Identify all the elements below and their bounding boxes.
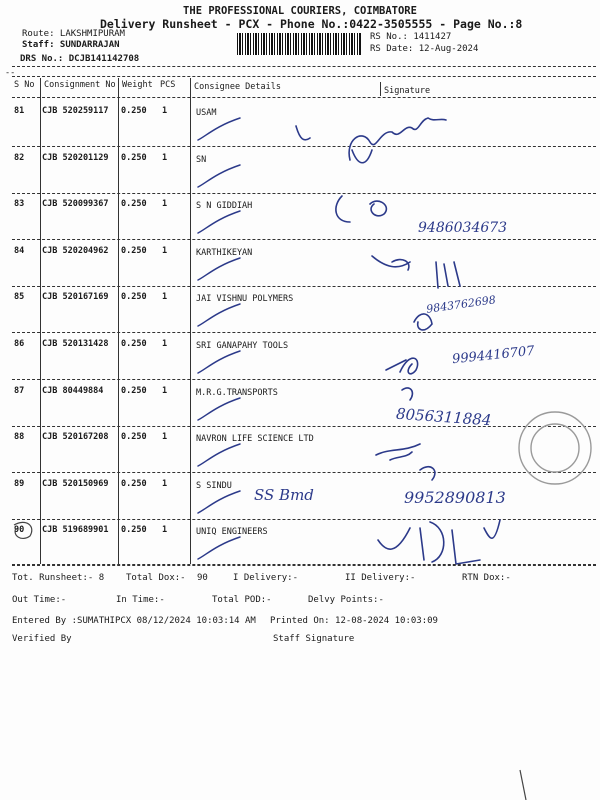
col-sno: S No (14, 80, 35, 90)
table-row (0, 240, 600, 287)
table-row (0, 100, 600, 147)
staff-label: Staff: SUNDARRAJAN (22, 40, 120, 50)
delivered-tick-mark (196, 347, 244, 377)
row-weight: 0.250 (121, 106, 147, 116)
footer-divider (12, 564, 596, 565)
verified-by: Verified By (12, 634, 72, 644)
drs-number: DRS No.: DCJB141142708 (20, 54, 140, 64)
handwritten-phone-86: 9994416707 (451, 343, 536, 368)
row-weight: 0.250 (121, 199, 147, 209)
row-sno: 85 (14, 292, 25, 302)
row-weight: 0.250 (121, 153, 147, 163)
row-consignee: SRI GANAPAHY TOOLS (196, 341, 289, 351)
total-dox-value: 90 (197, 573, 208, 583)
row-consignment-no: CJB 520099367 (42, 199, 109, 209)
row-consignee: USAM (196, 108, 217, 118)
row-sno: 86 (14, 339, 25, 349)
row-consignee: KARTHIKEYAN (196, 248, 253, 258)
row-consignment-no: CJB 520131428 (42, 339, 109, 349)
table-row (0, 147, 600, 194)
col-pcs: PCS (160, 80, 176, 90)
row-consignee: M.R.G.TRANSPORTS (196, 388, 278, 398)
row-pcs: 1 (162, 246, 168, 256)
header-divider (12, 76, 596, 77)
row-pcs: 1 (162, 292, 168, 302)
delivered-tick-mark (196, 254, 244, 284)
row-sno: 83 (14, 199, 25, 209)
row-sno: 82 (14, 153, 25, 163)
row-sno: 90 (14, 525, 25, 535)
row-pcs: 1 (162, 153, 168, 163)
runsheet-title: Delivery Runsheet - PCX - Phone No.:0422-3505555 - Page No.:8 (100, 17, 523, 31)
row-weight: 0.250 (121, 246, 147, 256)
row-consignment-no: CJB 520204962 (42, 246, 109, 256)
handwritten-phone-89: 9952890813 (404, 488, 506, 507)
handwritten-phone-85: 9843762698 (425, 293, 497, 316)
total-pod: Total POD:- (212, 595, 272, 605)
row-weight: 0.250 (121, 339, 147, 349)
rtn-dox: RTN Dox:- (462, 573, 511, 583)
table-row (0, 380, 600, 427)
row-weight: 0.250 (121, 525, 147, 535)
i-delivery: I Delivery:- (233, 573, 299, 583)
row-pcs: 1 (162, 106, 168, 116)
row-sno: 84 (14, 246, 25, 256)
row-consignee: S SINDU (196, 481, 232, 491)
delivered-tick-mark (196, 394, 244, 424)
row-weight: 0.250 (121, 386, 147, 396)
row-sno: 87 (14, 386, 25, 396)
delivered-tick-mark (196, 487, 244, 517)
row-pcs: 1 (162, 479, 168, 489)
route-label: Route: LAKSHMIPURAM (22, 29, 125, 39)
table-row (0, 426, 600, 473)
barcode (237, 33, 361, 55)
staff-signature: Staff Signature (273, 634, 355, 644)
delivered-tick-mark (196, 161, 244, 191)
handwritten-phone-83: 9486034673 (418, 220, 508, 236)
col-consignment: Consignment No (44, 80, 116, 90)
company-title: THE PROFESSIONAL COURIERS, COIMBATORE (183, 5, 417, 17)
row-weight: 0.250 (121, 292, 147, 302)
handwritten-name-89: SS Bmd (254, 486, 314, 504)
row-consignment-no: CJB 520167208 (42, 432, 109, 442)
delivered-tick-mark (196, 440, 244, 470)
printed-on: Printed On: 12-08-2024 10:03:09 (270, 616, 438, 626)
delivered-tick-mark (196, 207, 244, 237)
delivered-tick-mark (196, 300, 244, 330)
row-consignee: UNIQ ENGINEERS (196, 527, 268, 537)
row-sno: 88 (14, 432, 25, 442)
row-weight: 0.250 (121, 479, 147, 489)
row-consignment-no: CJB 519689901 (42, 525, 109, 535)
ii-delivery: II Delivery:- (345, 573, 416, 583)
header-divider-top (12, 66, 596, 67)
tot-runsheet: Tot. Runsheet:- 8 (12, 573, 105, 583)
row-pcs: 1 (162, 199, 168, 209)
row-consignment-no: CJB 520150969 (42, 479, 109, 489)
dash-marker: -- (5, 68, 16, 78)
row-weight: 0.250 (121, 432, 147, 442)
row-consignee: NAVRON LIFE SCIENCE LTD (196, 434, 314, 444)
table-row (0, 286, 600, 333)
row-consignment-no: CJB 520167169 (42, 292, 109, 302)
rs-date: RS Date: 12-Aug-2024 (370, 44, 479, 54)
col-consignee: Consignee Details (194, 82, 281, 92)
row-consignee: JAI VISHNU POLYMERS (196, 294, 294, 304)
header-divider-bottom (12, 97, 596, 98)
row-sno: 89 (14, 479, 25, 489)
col-signature: Signature (384, 86, 431, 96)
row-pcs: 1 (162, 339, 168, 349)
entered-by: Entered By :SUMATHIPCX 08/12/2024 10:03:14 AM (12, 616, 256, 626)
rs-number: RS No.: 1411427 (370, 32, 452, 42)
table-row (0, 519, 600, 566)
row-consignee: S N GIDDIAH (196, 201, 253, 211)
out-time: Out Time:- (12, 595, 67, 605)
total-dox-label: Total Dox:- (126, 573, 186, 583)
col-line-4 (380, 82, 381, 96)
row-pcs: 1 (162, 386, 168, 396)
row-consignment-no: CJB 520259117 (42, 106, 109, 116)
row-consignment-no: CJB 520201129 (42, 153, 109, 163)
delivered-tick-mark (196, 114, 244, 144)
delivered-tick-mark (196, 533, 244, 563)
table-row (0, 193, 600, 240)
delvy-points: Delvy Points:- (308, 595, 384, 605)
col-weight: Weight (122, 80, 153, 90)
handwritten-phone-87: 8056311884 (395, 404, 492, 430)
row-consignment-no: CJB 80449884 (42, 386, 104, 396)
row-pcs: 1 (162, 525, 168, 535)
row-consignee: SN (196, 155, 207, 165)
in-time: In Time:- (116, 595, 165, 605)
row-pcs: 1 (162, 432, 168, 442)
row-sno: 81 (14, 106, 25, 116)
